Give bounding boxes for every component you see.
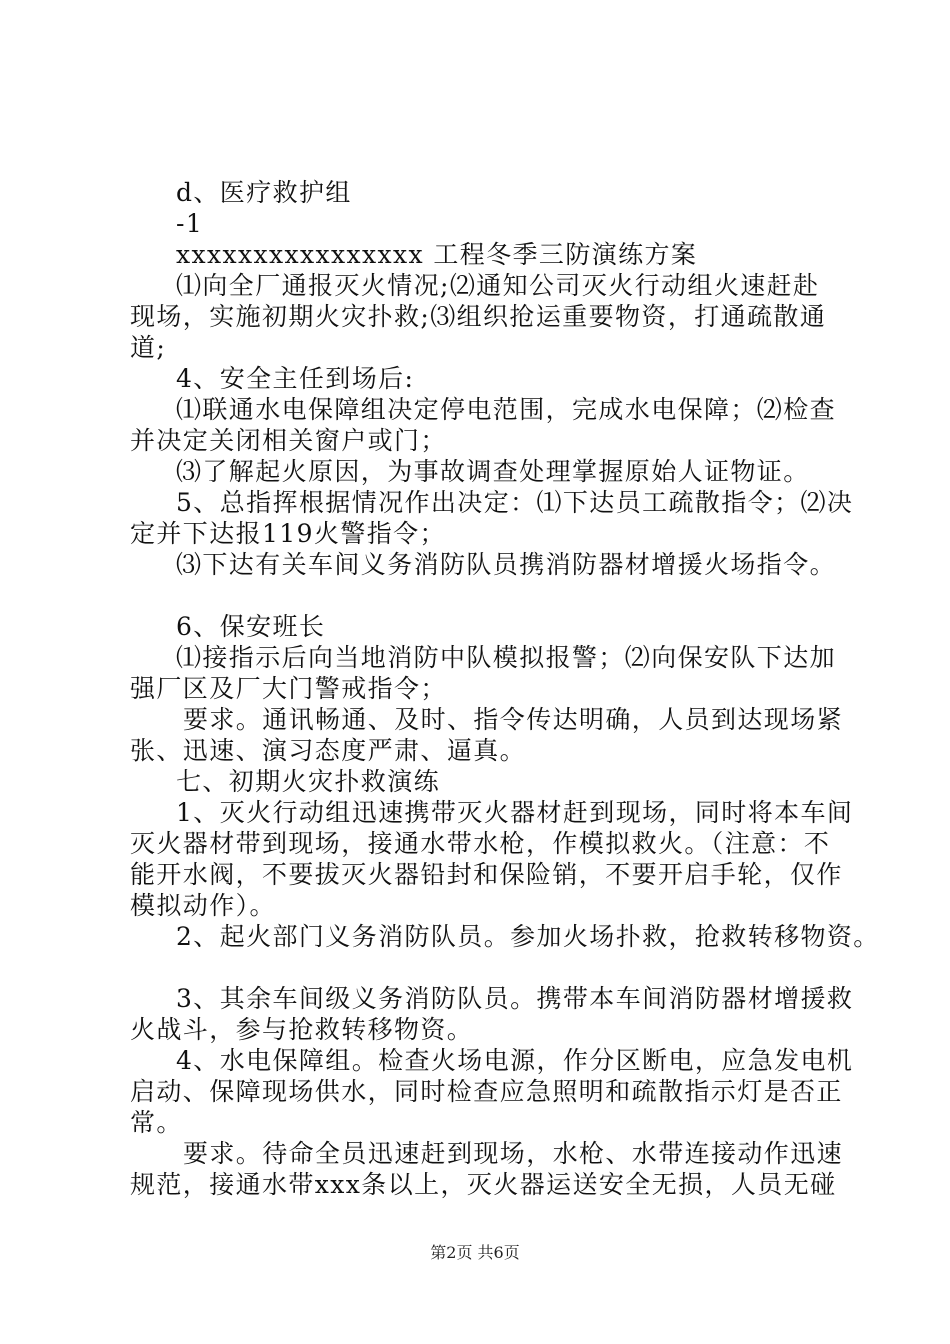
section-heading-fire-drill: 七、初期火灾扑救演练: [176, 767, 441, 796]
document-title: xxxxxxxxxxxxxxxx 工程冬季三防演练方案: [176, 240, 698, 269]
text-line: 张、迅速、演习态度严肃、逼真。: [130, 736, 527, 765]
text-line: 火战斗，参与抢救转移物资。: [130, 1015, 474, 1044]
section-heading-medical: d、医疗救护组: [176, 178, 352, 207]
text-line: 启动、保障现场供水，同时检查应急照明和疏散指示灯是否正: [130, 1077, 843, 1106]
page-footer: 第2页 共6页: [430, 1243, 520, 1262]
text-line: 并决定关闭相关窗户或门；: [130, 426, 447, 455]
text-line: 2、起火部门义务消防队员。参加火场扑救，抢救转移物资。: [176, 922, 880, 951]
text-line: 模拟动作）。: [130, 891, 276, 920]
text-line: 定并下达报119火警指令；: [130, 519, 446, 548]
text-line: ⑴向全厂通报灭火情况;⑵通知公司灭火行动组火速赶赴: [176, 271, 820, 300]
text-line: 灭火器材带到现场，接通水带水枪，作模拟救火。（注意：不: [130, 829, 831, 858]
text-line: 常。: [130, 1108, 183, 1137]
text-line: 3、其余车间级义务消防队员。携带本车间消防器材增援救: [176, 984, 854, 1013]
text-line: 4、水电保障组。检查火场电源，作分区断电，应急发电机: [176, 1046, 854, 1075]
text-line: 强厂区及厂大门警戒指令；: [130, 674, 447, 703]
text-line: ⑶了解起火原因，为事故调查处理掌握原始人证物证。: [176, 457, 810, 486]
text-line: 道;: [130, 333, 167, 362]
text-line: 能开水阀，不要拔灭火器铅封和保险销，不要开启手轮，仅作: [130, 860, 843, 889]
section-heading-security-leader: 6、保安班长: [176, 612, 326, 641]
text-line: 1、灭火行动组迅速携带灭火器材赶到现场，同时将本车间: [176, 798, 854, 827]
text-line: ⑴联通水电保障组决定停电范围，完成水电保障；⑵检查: [176, 395, 837, 424]
text-line: ⑶下达有关车间义务消防队员携消防器材增援火场指令。: [176, 550, 837, 579]
text-line: 要求。待命全员迅速赶到现场，水枪、水带连接动作迅速: [183, 1139, 844, 1168]
text-line: 现场，实施初期火灾扑救;⑶组织抢运重要物资，打通疏散通: [130, 302, 827, 331]
section-heading-safety-director: 4、安全主任到场后:: [176, 364, 415, 393]
page-marker: -1: [176, 209, 204, 238]
text-line: 规范，接通水带xxx条以上，灭火器运送安全无损，人员无碰: [130, 1170, 837, 1199]
text-line: 要求。通讯畅通、及时、指令传达明确，人员到达现场紧: [183, 705, 844, 734]
text-line: 5、总指挥根据情况作出决定：⑴下达员工疏散指令；⑵决: [176, 488, 854, 517]
text-line: ⑴接指示后向当地消防中队模拟报警；⑵向保安队下达加: [176, 643, 837, 672]
